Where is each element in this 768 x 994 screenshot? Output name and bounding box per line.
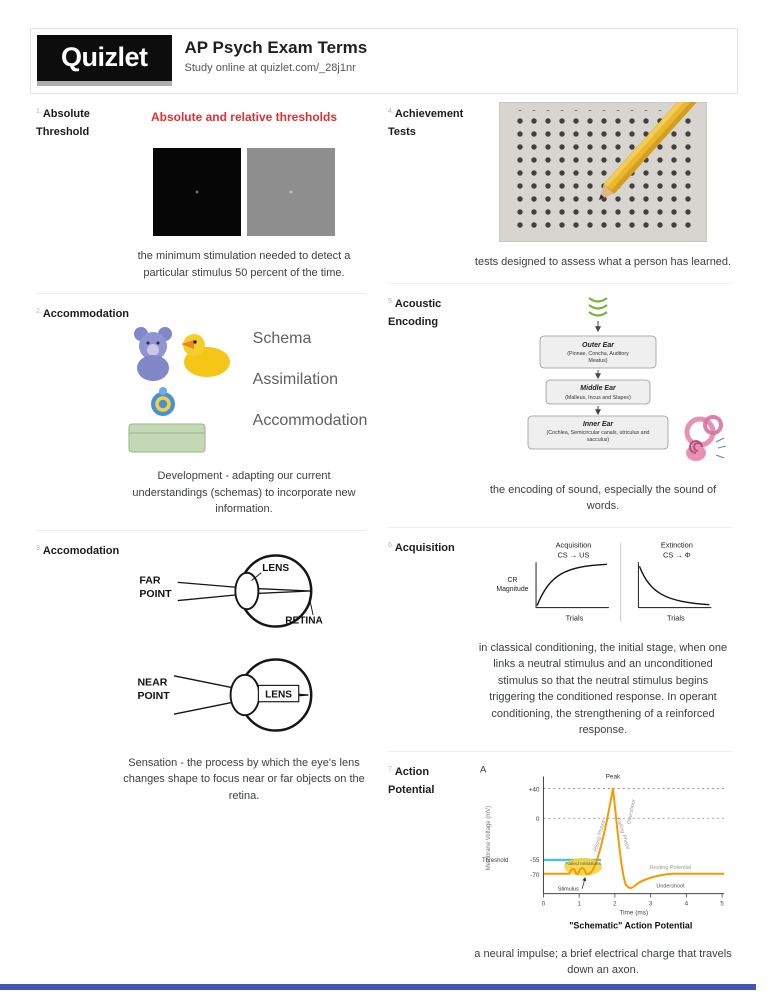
term-entry-accomodation-eye <box>36 530 366 805</box>
term-name: Accomodation <box>42 544 120 557</box>
term-entry-acoustic-encoding <box>388 283 732 515</box>
rubber-duck-icon <box>181 334 230 377</box>
term-number: 7. <box>388 765 394 773</box>
schema-illustration <box>121 304 368 456</box>
ytick-minus55: -55 <box>530 856 540 864</box>
schema-label: Schema <box>252 330 312 347</box>
image-red-caption: Absolute and relative thresholds <box>150 110 338 124</box>
eye-lens-diagrams <box>124 543 364 743</box>
schema-words <box>253 330 368 430</box>
term-name: Action Potential <box>388 765 435 796</box>
ytick-minus70: -70 <box>530 871 540 879</box>
header-text <box>172 35 368 74</box>
ear-pathway-flowchart <box>478 292 728 470</box>
inner-ear-title: Inner Ear <box>582 420 614 428</box>
action-potential-chart <box>474 760 732 934</box>
term-name: Accommodation <box>42 308 130 320</box>
extinction-curve <box>639 566 709 604</box>
term-definition: the encoding of sound, especially the sound of words. <box>489 483 717 512</box>
term-name: Absolute Threshold <box>36 108 90 138</box>
term-definition: in classical conditioning, the initial stage, when one links a neutral stimulus and an unconditioned stimulus so that the neutral stimulus begins triggering the conditioned response. In operant conditioning, the strengthening of a reinforced response. <box>478 641 728 736</box>
acquisition-curve <box>537 564 607 605</box>
term-number: 4. <box>388 108 394 115</box>
far-point-label2: POINT <box>139 587 172 600</box>
term-number: 6. <box>388 541 394 549</box>
undershoot-label: Undershoot <box>656 883 685 890</box>
term-definition: Development - adapting our current understandings (schemas) to incorporate new information. <box>132 470 356 515</box>
y-axis-label-line1: CR <box>507 576 518 584</box>
term-definition: Sensation - the process by which the eye's lens changes shape to focus near or far objects on the retina. <box>123 756 365 802</box>
term-name: Achievement Tests <box>388 108 464 138</box>
time-axis-label: Time (ms) <box>619 908 649 916</box>
xtick-5: 5 <box>720 901 724 908</box>
inner-ear-sub2: sacculus) <box>586 436 610 443</box>
term-number: 5. <box>388 297 394 305</box>
ear-anatomy-illustration <box>686 417 726 461</box>
scantron-photo <box>499 102 707 242</box>
green-box-icon <box>129 424 205 452</box>
quizlet-logo: Quizlet <box>37 35 172 81</box>
accommodation-label: Accommodation <box>252 412 368 429</box>
x-axis-label-right: Trials <box>666 612 685 622</box>
falling-phase-label: Falling Phase <box>614 816 631 850</box>
resting-potential-label: Resting Potential <box>649 864 692 871</box>
lens-label: LENS <box>262 562 290 574</box>
xtick-2: 2 <box>613 901 617 908</box>
acquisition-title: Acquisition <box>555 540 592 550</box>
threshold-squares <box>153 148 335 236</box>
term-number: 1. <box>36 108 42 115</box>
outer-ear-sub1: (Pinnae, Concha, Auditory <box>567 350 629 357</box>
ytick-zero: 0 <box>535 815 540 823</box>
acquisition-extinction-chart <box>475 536 731 628</box>
peak-label: Peak <box>605 773 621 781</box>
term-label <box>388 760 474 979</box>
gray-stimulus-square <box>247 148 335 236</box>
term-entry-achievement-tests <box>388 94 732 271</box>
retina-label: RETINA <box>285 615 323 627</box>
xtick-4: 4 <box>684 901 689 908</box>
xtick-3: 3 <box>648 901 653 908</box>
term-label <box>388 102 474 271</box>
page-title: AP Psych Exam Terms <box>184 38 368 57</box>
middle-ear-sub1: (Malleus, Incus and Stapes) <box>565 394 631 401</box>
middle-ear-box <box>546 380 650 404</box>
far-point-eye-diagram <box>124 543 364 639</box>
term-label <box>388 292 474 515</box>
term-label <box>36 539 122 805</box>
x-axis-label-left: Trials <box>565 612 584 622</box>
near-point-eye-diagram <box>124 647 364 743</box>
outer-ear-title: Outer Ear <box>582 341 614 349</box>
inner-ear-box <box>528 416 668 449</box>
extinction-subtitle: CS → Φ <box>663 549 691 559</box>
middle-ear-title: Middle Ear <box>580 384 616 392</box>
header <box>30 28 738 94</box>
sound-waves-icon <box>589 298 607 316</box>
lens-shape <box>231 674 260 714</box>
footer-accent-bar <box>0 984 756 990</box>
ytick-plus40: +40 <box>528 785 540 793</box>
far-point-label: FAR <box>139 573 161 586</box>
inner-ear-sub1: (Cochlea, Semicircular canals, utriculus and <box>546 429 650 436</box>
chart-caption: "Schematic" Action Potential <box>569 919 693 930</box>
xtick-1: 1 <box>577 901 581 908</box>
faint-dot <box>196 191 199 194</box>
term-label <box>36 302 130 518</box>
xtick-0: 0 <box>541 901 546 908</box>
toys-illustration <box>121 304 239 456</box>
term-label <box>388 536 474 739</box>
threshold-label: Threshold <box>481 857 509 864</box>
term-number: 3. <box>36 544 42 552</box>
outer-ear-box <box>540 336 656 368</box>
failed-initiations-label: Failed Initiations <box>565 861 602 867</box>
acquisition-subtitle: CS → US <box>557 549 590 559</box>
faint-dot <box>290 191 293 194</box>
term-name: Acoustic Encoding <box>388 297 442 328</box>
absolute-threshold-image <box>122 102 366 236</box>
panel-letter: A <box>479 763 487 775</box>
pacifier-icon <box>151 387 175 416</box>
teddy-bear-icon <box>134 327 172 381</box>
extinction-title: Extinction <box>660 540 693 550</box>
near-point-label: NEAR <box>137 675 168 688</box>
term-label <box>36 102 122 281</box>
term-entry-action-potential <box>388 751 732 979</box>
study-online-link: Study online at quizlet.com/_28j1nr <box>184 62 356 74</box>
y-axis-label-line2: Magnitude <box>496 585 529 593</box>
term-entry-acquisition <box>388 527 732 739</box>
term-name: Acquisition <box>394 541 455 554</box>
left-column <box>36 94 366 804</box>
term-definition: the minimum stimulation needed to detect a particular stimulus 50 percent of the time. <box>137 250 351 279</box>
right-column <box>388 94 732 979</box>
term-entry-absolute-threshold <box>36 94 366 281</box>
stimulus-label: Stimulus <box>557 886 579 893</box>
term-entry-accommodation <box>36 293 366 518</box>
overshoot-label: Overshoot <box>626 798 638 825</box>
near-point-label2: POINT <box>137 689 170 702</box>
term-number: 2. <box>36 308 42 315</box>
term-definition: a neural impulse; a brief electrical charge that travels down an axon. <box>474 947 732 976</box>
stimulus-arrow <box>582 877 585 888</box>
term-definition: tests designed to assess what a person has learned. <box>474 256 732 268</box>
lens-label: LENS <box>265 688 293 700</box>
outer-ear-sub2: Meatus) <box>588 357 608 364</box>
black-stimulus-square <box>153 148 241 236</box>
voltage-axis-label: Membrane Voltage (mV) <box>485 805 492 870</box>
assimilation-label: Assimilation <box>252 371 338 388</box>
rising-phase-label: Rising Phase <box>593 819 608 852</box>
